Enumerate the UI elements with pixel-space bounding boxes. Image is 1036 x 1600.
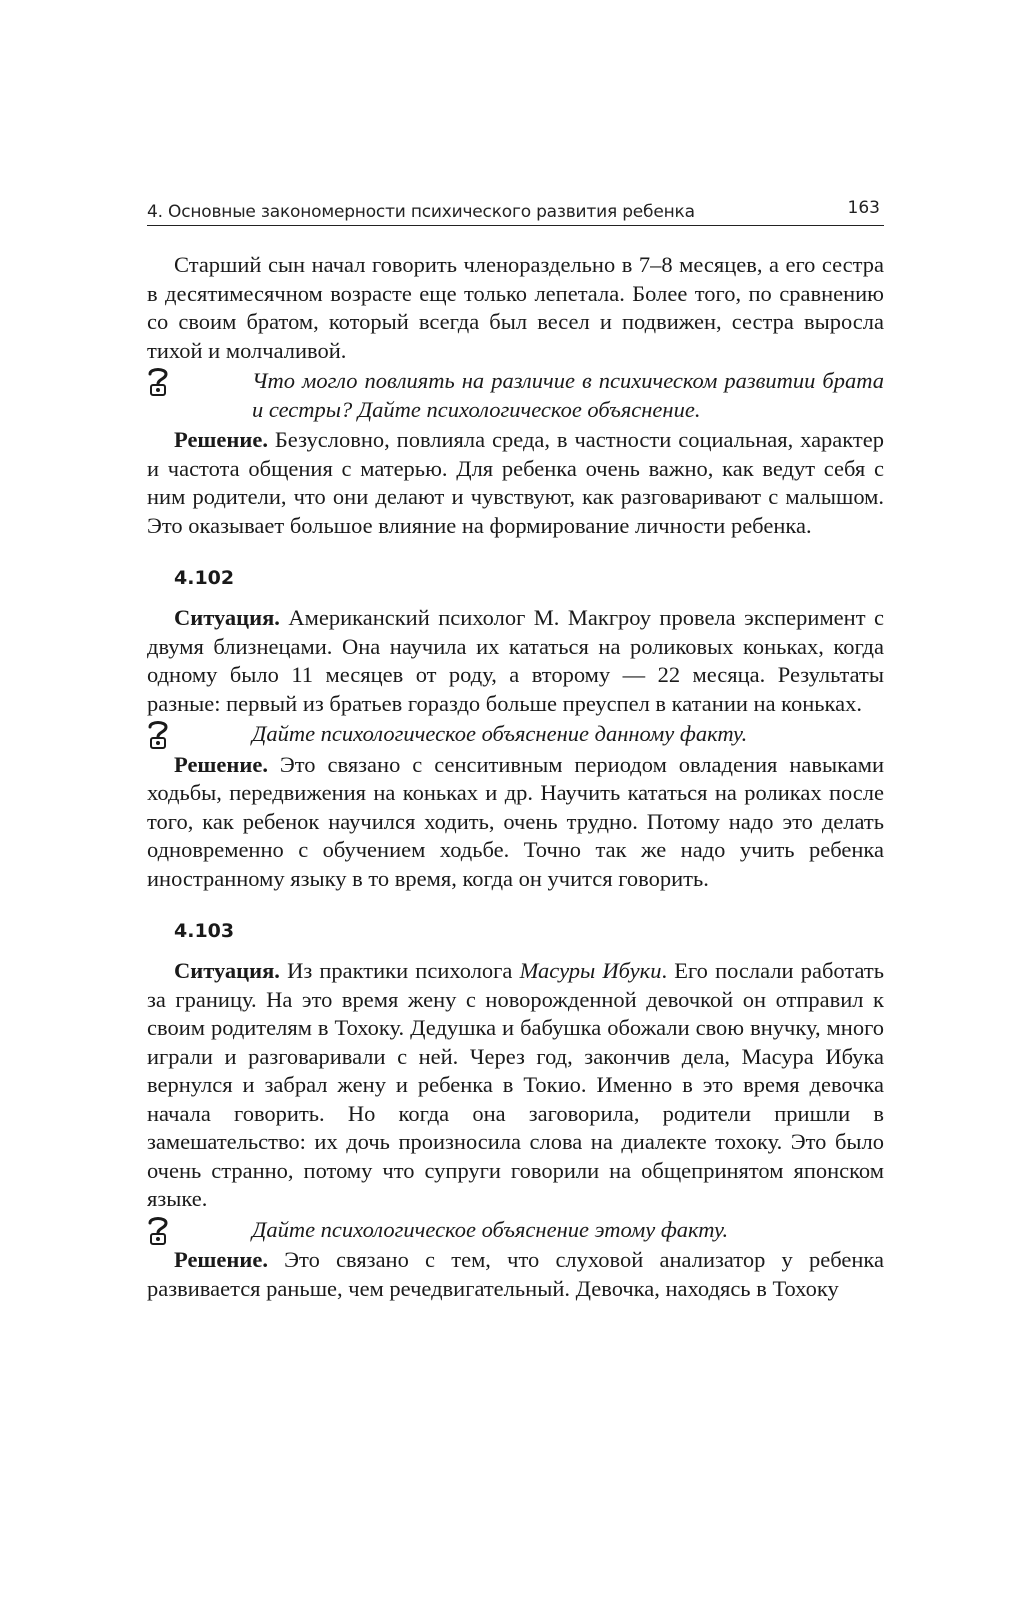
chapter-title: 4. Основные закономерности психического развития ребенка	[147, 202, 695, 222]
task-number: 4.103	[174, 920, 235, 942]
question-mark-icon	[147, 366, 169, 396]
question-block	[147, 720, 884, 749]
solution-label: Решение.	[174, 1247, 268, 1272]
question-mark-icon	[147, 1215, 169, 1245]
solution-text: Это связано с тем, что слуховой анализатор у ребенка развивается раньше, чем речедвигательный. Девочка, находясь в Тохоку	[147, 1247, 884, 1301]
question-text: Что могло повлиять на различие в психическом развитии брата и сестры? Дайте психологическое объяснение.	[252, 368, 884, 422]
solution-label: Решение.	[174, 751, 268, 777]
task-number: 4.102	[174, 567, 235, 589]
situation-text-rest: . Его послали работать за границу. На это время жену с новорожденной девочкой он отправил к своим родителям в Тохоку. Дедушка и бабушка обожали свою внучку, много играли и разговаривали с ней. Через год, закончив дела, Масура Ибука вернулся и забрал жену и ребенка в Токио. Именно в это время девочка начала говорить. Но когда она заговорила, родители пришли в замешательство: их дочь произносила слова на диалекте тохоку. Это было очень странно, потому что супруги говорили на общепринятом японском языке.	[147, 958, 884, 1211]
situation-text: Американский психолог М. Макгроу провела эксперимент с двумя близнецами. Она научила их кататься на роликовых коньках, когда одному было 11 месяцев от роду, а второму — 22 месяца. Результаты разные: первый из братьев гораздо больше преуспел в катании на коньках.	[147, 605, 884, 716]
question-text: Дайте психологическое объяснение этому факту.	[252, 1216, 729, 1242]
solution-label: Решение.	[174, 427, 268, 452]
situation-paragraph	[147, 957, 884, 1214]
question-block	[147, 1216, 884, 1245]
situation-text-start: Из практики психолога	[279, 958, 520, 983]
situation-label: Ситуация.	[174, 605, 280, 630]
page-body	[147, 251, 884, 1303]
question-mark-icon	[147, 719, 169, 749]
solution-paragraph	[147, 751, 884, 894]
solution-text: Безусловно, повлияла среда, в частности социальная, характер и частота общения с матерью. Для ребенка очень важно, как ведут себя с ним родители, что они делают и чувствуют, как разговаривают с малышом. Это оказывает большое влияние на формирование личности ребенка.	[147, 427, 884, 538]
question-text: Дайте психологическое объяснение данному факту.	[252, 721, 748, 746]
situation-label: Ситуация.	[174, 958, 280, 983]
intro-paragraph: Старший сын начал говорить членораздельно в 7–8 месяцев, а его сестра в десятимесячном возрасте еще только лепетала. Более того, по сравнению со своим братом, который всегда был весел и подвижен, сестра выросла тихой и молчаливой.	[147, 252, 884, 363]
psychologist-name: Масуры Ибуки	[519, 958, 662, 983]
question-block	[147, 367, 884, 424]
solution-paragraph	[147, 426, 884, 540]
solution-text: Это связано с сенситивным периодом овладения навыками ходьбы, передвижения на коньках и др. Научить кататься на роликах после того, как ребенок научился ходить, очень трудно. Потому надо это делать одновременно с обучением ходьбе. Точно так же надо учить ребенка иностранному языку в то время, когда он учится говорить.	[147, 751, 884, 891]
solution-paragraph	[147, 1246, 884, 1303]
situation-paragraph	[147, 604, 884, 718]
page-number: 163	[847, 198, 880, 218]
running-header	[147, 193, 884, 226]
